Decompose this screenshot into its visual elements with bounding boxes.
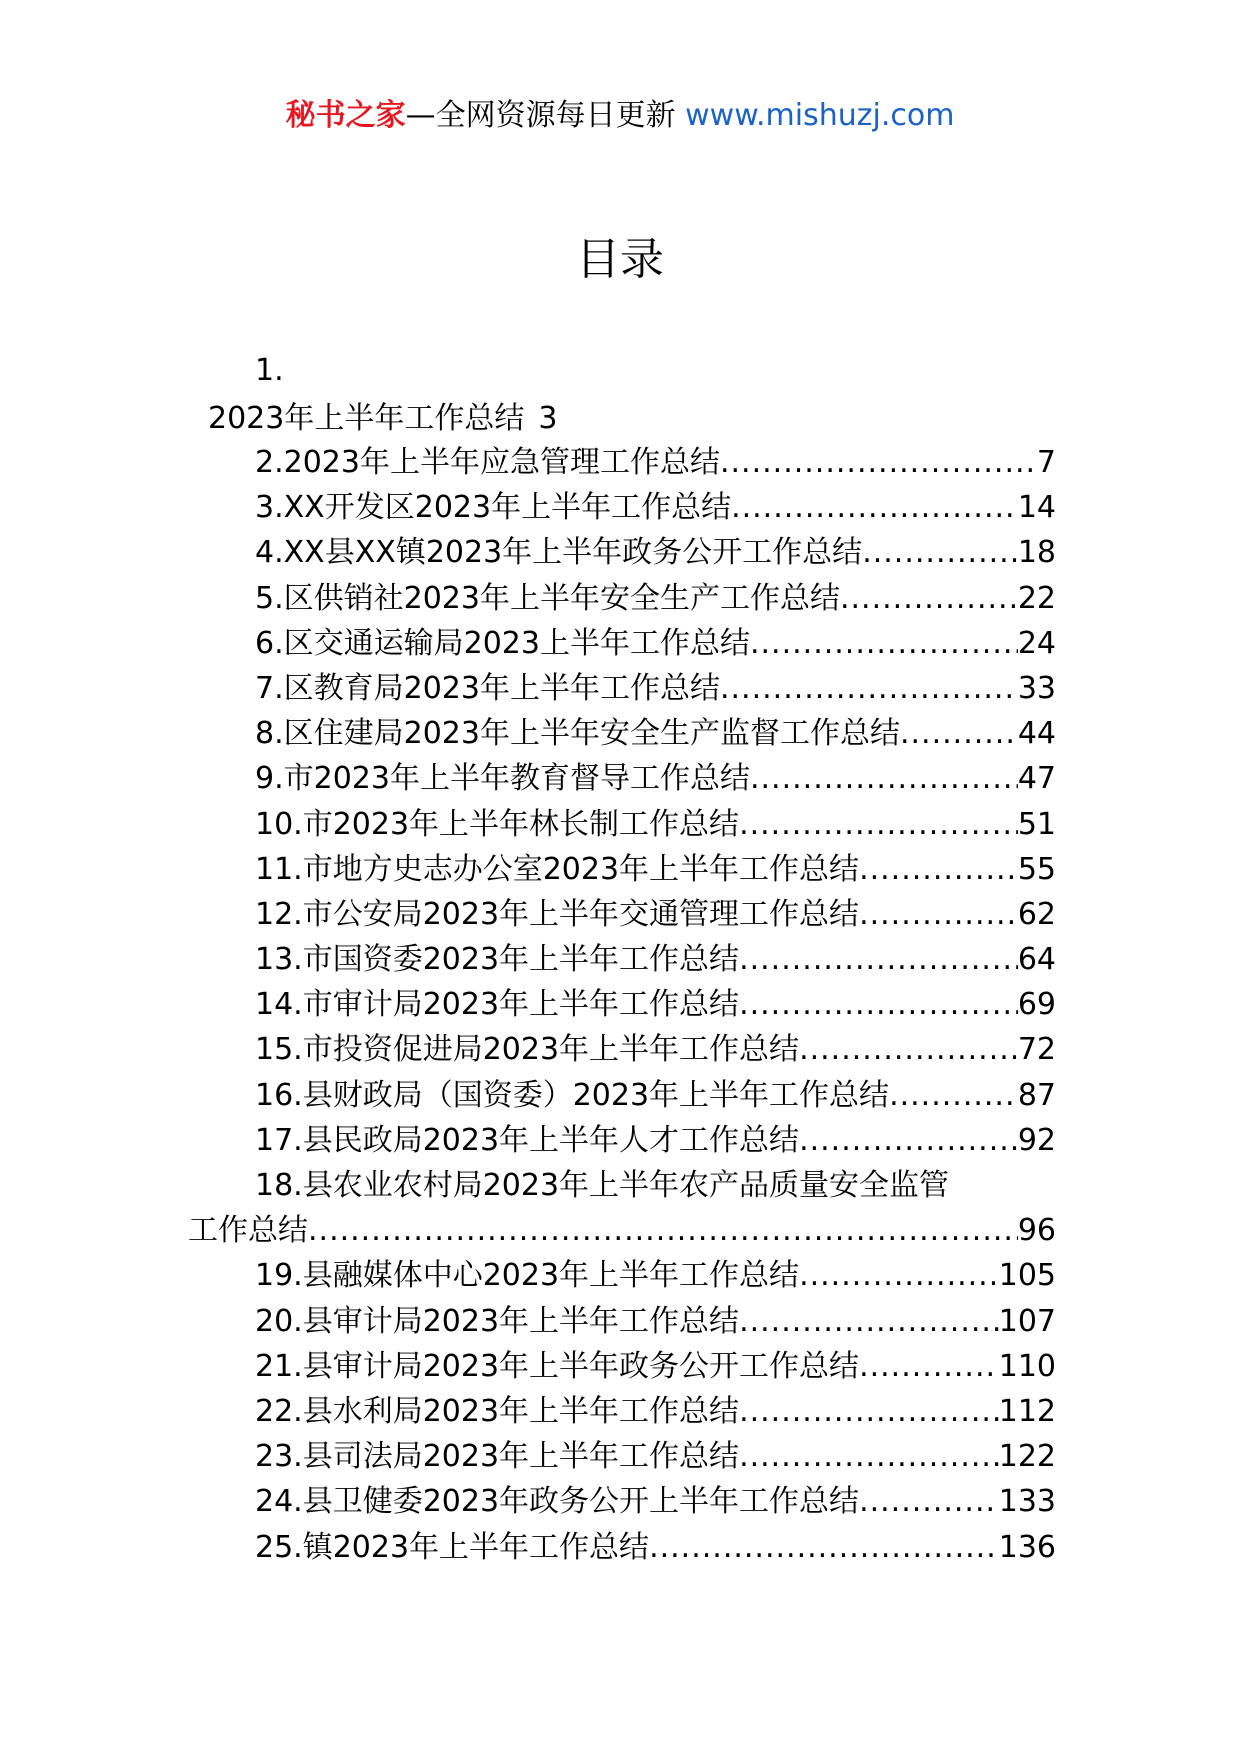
toc-dot-leader xyxy=(308,1208,1018,1253)
toc-entry-page: 110 xyxy=(998,1348,1056,1384)
toc-dot-leader xyxy=(799,1027,1018,1072)
toc-entry-page: 64 xyxy=(1017,942,1056,978)
toc-entry[interactable] xyxy=(188,1479,1056,1524)
toc-dot-leader xyxy=(859,1344,999,1389)
toc-entry-page: 69 xyxy=(1017,987,1056,1023)
toc-entry-label: 3.XX开发区2023年上半年工作总结 xyxy=(255,490,732,526)
toc-dot-leader xyxy=(739,982,1018,1027)
toc-entry-18[interactable] xyxy=(188,1163,1056,1253)
toc-entry-label: 9.市2023年上半年教育督导工作总结 xyxy=(255,761,750,797)
toc-entry[interactable] xyxy=(188,1073,1056,1118)
toc-entry[interactable] xyxy=(188,1253,1056,1298)
toc-entry-label: 5.区供销社2023年上半年安全生产工作总结 xyxy=(255,580,840,616)
toc-dot-leader xyxy=(720,440,1037,485)
toc-dot-leader xyxy=(739,1434,999,1479)
toc-entry-label: 24.县卫健委2023年政务公开上半年工作总结 xyxy=(255,1484,860,1520)
toc-dot-leader xyxy=(720,666,1018,711)
toc-entry-label: 16.县财政局（国资委）2023年上半年工作总结 xyxy=(255,1077,890,1113)
toc-entry[interactable] xyxy=(188,1389,1056,1434)
toc-entry-label: 10.市2023年上半年林长制工作总结 xyxy=(255,806,740,842)
toc-dot-leader xyxy=(840,576,1018,621)
toc-entry[interactable] xyxy=(188,1118,1056,1163)
toc-entry[interactable] xyxy=(188,1434,1056,1479)
toc-entry-label: 6.区交通运输局2023上半年工作总结 xyxy=(255,625,750,661)
toc-entry-continuation xyxy=(188,1208,1056,1253)
toc-entry-label: 13.市国资委2023年上半年工作总结 xyxy=(255,942,740,978)
toc-entry-page: 62 xyxy=(1017,896,1056,932)
toc-dot-leader xyxy=(799,1118,1018,1163)
toc-dot-leader xyxy=(739,1299,999,1344)
toc-entry-page: 112 xyxy=(998,1393,1056,1429)
toc-entry[interactable] xyxy=(188,982,1056,1027)
toc-entry-page: 105 xyxy=(998,1258,1056,1294)
toc-entry-page: 47 xyxy=(1017,761,1056,797)
toc-entry[interactable] xyxy=(188,440,1056,485)
toc-entry-label: 25.镇2023年上半年工作总结 xyxy=(255,1529,650,1565)
toc-dot-leader xyxy=(750,621,1018,666)
toc-entry-page: 51 xyxy=(1017,806,1056,842)
toc-entry-page: 55 xyxy=(1017,851,1056,887)
toc-entry-label: 18.县农业农村局2023年上半年农产品质量安全监管 xyxy=(255,1168,950,1203)
toc-dot-leader xyxy=(799,1253,999,1298)
toc-entry-number: 1. xyxy=(255,353,284,388)
toc-entry-page: 87 xyxy=(1017,1077,1056,1113)
toc-dot-leader xyxy=(750,756,1018,801)
toc-entry[interactable] xyxy=(188,711,1056,756)
toc-entry-page: 7 xyxy=(1036,445,1056,480)
toc-entry-label: 20.县审计局2023年上半年工作总结 xyxy=(255,1303,740,1339)
toc-entry-page: 72 xyxy=(1017,1032,1056,1068)
toc-entry-page: 92 xyxy=(1017,1122,1056,1158)
toc-entry-label: 22.县水利局2023年上半年工作总结 xyxy=(255,1393,740,1429)
toc-entry[interactable] xyxy=(188,1299,1056,1344)
toc-dot-leader xyxy=(900,711,1018,756)
toc-dot-leader xyxy=(859,847,1018,892)
toc-entry-label: 7.区教育局2023年上半年工作总结 xyxy=(255,670,720,706)
toc-entry[interactable] xyxy=(188,666,1056,711)
toc-entry[interactable] xyxy=(188,892,1056,937)
toc-entry-label: 21.县审计局2023年上半年政务公开工作总结 xyxy=(255,1348,860,1384)
toc-dot-leader xyxy=(649,1525,999,1570)
toc-entry-page: 24 xyxy=(1017,625,1056,661)
toc-entry-page: 18 xyxy=(1017,535,1056,571)
site-banner xyxy=(0,96,1240,136)
toc-entry[interactable] xyxy=(188,756,1056,801)
toc-entry-page: 14 xyxy=(1017,490,1056,526)
toc-entry-label: 17.县民政局2023年上半年人才工作总结 xyxy=(255,1122,800,1158)
toc-entry[interactable] xyxy=(188,576,1056,621)
toc-entry-page: 22 xyxy=(1017,580,1056,616)
toc-entry-page: 33 xyxy=(1017,670,1056,706)
toc-entry[interactable] xyxy=(188,937,1056,982)
toc-entry-label: 2023年上半年工作总结 xyxy=(208,401,525,436)
toc-entry-label: 19.县融媒体中心2023年上半年工作总结 xyxy=(255,1258,800,1294)
toc-dot-leader xyxy=(889,1073,1018,1118)
toc-entry-page: 107 xyxy=(998,1303,1056,1339)
toc-list xyxy=(188,1253,1056,1569)
toc-list xyxy=(188,440,1056,1163)
toc-entry[interactable] xyxy=(188,1344,1056,1389)
toc-entry-page: 96 xyxy=(1017,1213,1056,1249)
toc-entry-page: 133 xyxy=(998,1484,1056,1520)
toc-entry-label: 14.市审计局2023年上半年工作总结 xyxy=(255,987,740,1023)
page-title: 目录 xyxy=(576,234,664,285)
toc-dot-leader xyxy=(739,1389,999,1434)
toc-entry-text xyxy=(208,398,557,440)
toc-entry-page: 136 xyxy=(998,1529,1056,1565)
toc-entry-page: 44 xyxy=(1017,716,1056,752)
toc-entry-label: 8.区住建局2023年上半年安全生产监督工作总结 xyxy=(255,716,900,752)
banner-tagline: —全网资源每日更新 xyxy=(405,98,676,133)
toc-entry-label: 4.XX县XX镇2023年上半年政务公开工作总结 xyxy=(255,535,863,571)
toc-entry[interactable] xyxy=(188,847,1056,892)
toc-entry[interactable] xyxy=(188,485,1056,530)
toc-entry[interactable] xyxy=(188,1027,1056,1072)
banner-brand: 秘书之家 xyxy=(285,98,406,133)
table-of-contents xyxy=(188,350,1056,1570)
toc-dot-leader xyxy=(739,802,1018,847)
toc-entry[interactable] xyxy=(188,802,1056,847)
toc-dot-leader xyxy=(859,892,1018,937)
toc-entry-page: 3 xyxy=(538,401,558,436)
toc-entry-label: 12.市公安局2023年上半年交通管理工作总结 xyxy=(255,896,860,932)
toc-entry[interactable] xyxy=(188,1525,1056,1570)
toc-entry-label-continued: 工作总结 xyxy=(188,1213,308,1249)
toc-dot-leader xyxy=(859,1479,999,1524)
toc-entry-label: 2.2023年上半年应急管理工作总结 xyxy=(255,445,720,480)
toc-dot-leader xyxy=(731,485,1018,530)
toc-entry-label: 11.市地方史志办公室2023年上半年工作总结 xyxy=(255,851,860,887)
toc-dot-leader xyxy=(739,937,1018,982)
toc-dot-leader xyxy=(862,530,1018,575)
toc-entry-label: 23.县司法局2023年上半年工作总结 xyxy=(255,1439,740,1475)
banner-url-link[interactable]: www.mishuzj.com xyxy=(685,98,955,133)
toc-entry[interactable] xyxy=(188,530,1056,575)
toc-entry-label: 15.市投资促进局2023年上半年工作总结 xyxy=(255,1032,800,1068)
toc-entry[interactable] xyxy=(188,621,1056,666)
toc-entry-1[interactable] xyxy=(188,350,1056,440)
toc-entry-page: 122 xyxy=(998,1439,1056,1475)
